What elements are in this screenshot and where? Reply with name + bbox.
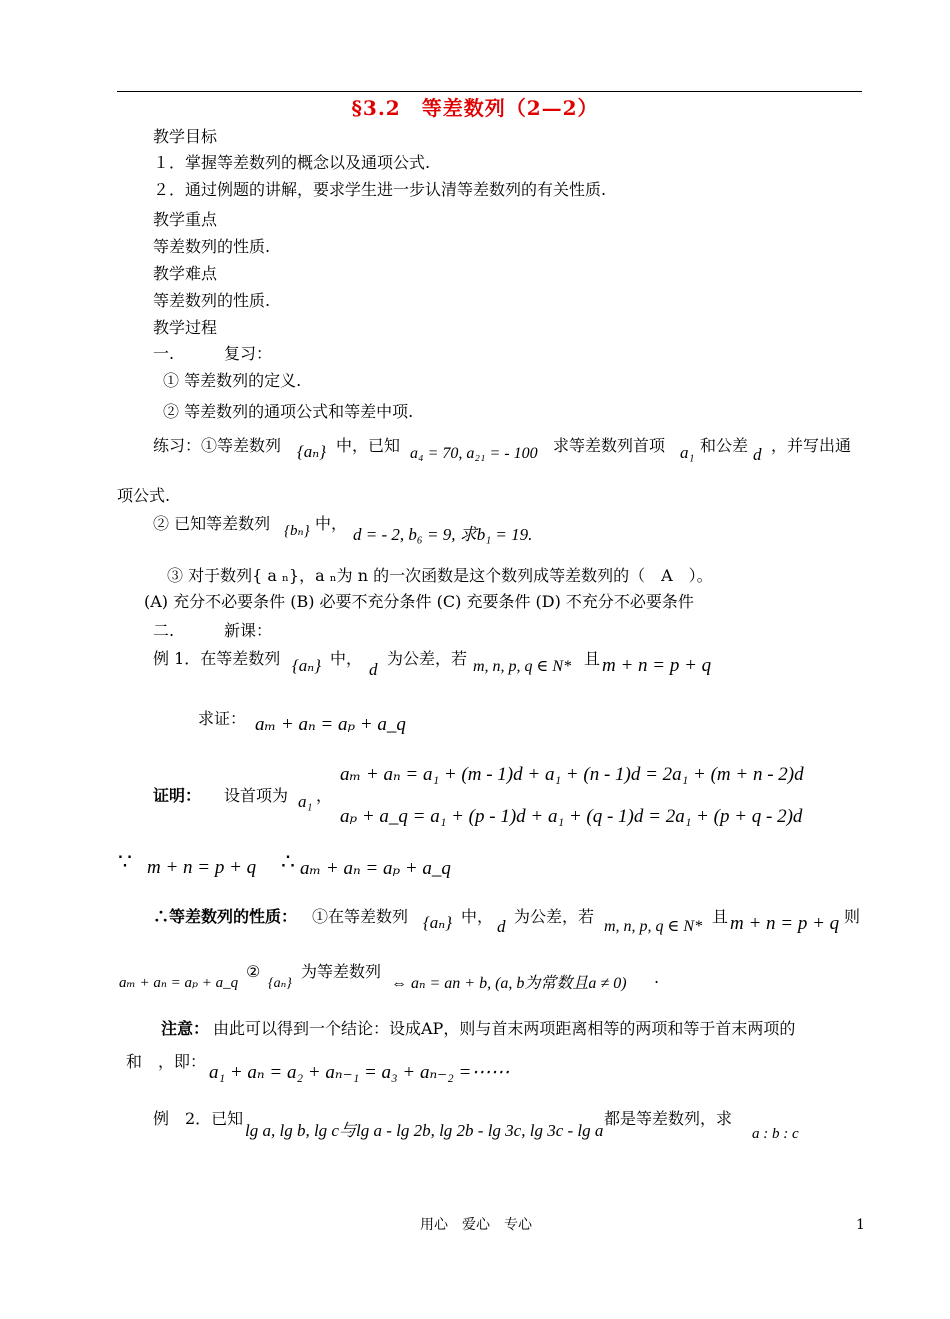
review-item-1: ① 等差数列的定义. (163, 371, 302, 390)
exercise-2-text-2: 中， (315, 514, 348, 533)
process-heading: 教学过程 (153, 318, 218, 337)
common-difference-symbol: d (753, 445, 762, 464)
exercise-text-5: ，并写出通 (771, 436, 852, 455)
property-2-equivalence: ⇔ aₙ = an + b, (a, b为常数且a ≠ 0) (391, 975, 627, 992)
sequence-a-symbol: {aₙ} (297, 442, 326, 461)
example-1-text-3: 为公差，若 (387, 649, 468, 668)
proof-first-term: a₁ (298, 792, 313, 811)
proof-equation-1: aₘ + aₙ = a₁ + (m - 1)d + a₁ + (n - 1)d = 2a₁ + (m + n - 2)d (340, 764, 804, 785)
property-text-2: 中， (461, 907, 494, 926)
goal-item-1: １．掌握等差数列的概念以及通项公式. (153, 153, 431, 172)
property-equation-2: aₘ + aₙ = aₚ + a_q (119, 975, 239, 991)
page-number: 1 (856, 1217, 865, 1233)
example-2-equation: lg a, lg b, lg c与lg a - lg 2b, lg 2b - lg 3c, lg 3c - lg a (245, 1121, 604, 1140)
exercise-text-3: 求等差数列首项 (553, 436, 666, 455)
review-label: 复习： (224, 344, 273, 363)
difficult-text: 等差数列的性质. (153, 291, 271, 310)
property-condition: m, n, p, q ∈ N* (604, 918, 703, 935)
review-number: 一. (153, 344, 175, 363)
property-2-number: ② (246, 962, 261, 981)
example-2-ratio: a : b : c (752, 1126, 799, 1142)
goal-heading: 教学目标 (153, 127, 218, 146)
exercise-3-text: ③ 对于数列{ a ₙ}，a ₙ为 n 的一次函数是这个数列成等差数列的（ A ）。 (167, 566, 713, 585)
property-sequence: {aₙ} (423, 913, 452, 932)
because-equation: m + n = p + q (147, 857, 257, 878)
exercise-3-options: (A) 充分不必要条件 (B) 必要不充分条件 (C) 充要条件 (D) 不充分不必要条件 (144, 592, 694, 611)
property-text-3: 为公差，若 (514, 907, 595, 926)
example-1-d: d (369, 660, 378, 679)
exercise-text-4: 和公差 (700, 436, 749, 455)
newlesson-number: 二. (153, 621, 175, 640)
property-2-sequence: {aₙ} (268, 976, 292, 991)
property-d: d (497, 917, 506, 936)
exercise-condition: a₄ = 70, a₂₁ = - 100 (410, 445, 538, 462)
therefore-symbol: ∴ (281, 850, 295, 875)
proof-comma: ， (316, 786, 333, 805)
proof-label: 证明： (153, 786, 202, 805)
newlesson-label: 新课： (224, 621, 273, 640)
goal-item-2: ２．通过例题的讲解，要求学生进一步认清等差数列的有关性质. (153, 180, 607, 199)
exercise-text-6: 项公式. (117, 486, 171, 505)
example-1-text-2: 中， (330, 649, 363, 668)
sequence-b-symbol: {bₙ} (284, 523, 310, 539)
property-2-text: 为等差数列 (301, 962, 382, 981)
example-1-equation: m + n = p + q (602, 655, 712, 676)
proof-text: 设首项为 (224, 786, 289, 805)
property-label: ∴等差数列的性质： (153, 907, 298, 926)
first-term-symbol: a₁ (680, 443, 695, 462)
review-item-2: ② 等差数列的通项公式和等差中项. (163, 402, 414, 421)
note-equation: a₁ + aₙ = a₂ + aₙ₋₁ = a₃ + aₙ₋₂ =⋯⋯ (209, 1062, 510, 1083)
note-text-2: 和 ，即： (126, 1052, 207, 1071)
example-2-text: 例 2．已知 (153, 1109, 244, 1128)
prove-equation: aₘ + aₙ = aₚ + a_q (255, 714, 406, 735)
example-1-sequence: {aₙ} (292, 656, 321, 675)
example-1-text: 例 1．在等差数列 (153, 649, 281, 668)
key-text: 等差数列的性质. (153, 237, 271, 256)
example-1-text-4: 且 (584, 649, 601, 668)
example-1-condition: m, n, p, q ∈ N* (473, 658, 572, 675)
exercise-2-condition: d = - 2, b₆ = 9, 求b₁ = 19. (353, 525, 533, 544)
exercise-text-2: 中，已知 (336, 436, 401, 455)
difficult-heading: 教学难点 (153, 264, 218, 283)
note-text: 由此可以得到一个结论：设成AP，则与首末两项距离相等的两项和等于首末两项的 (213, 1019, 796, 1038)
therefore-equation: aₘ + aₙ = aₚ + a_q (300, 858, 451, 879)
header-rule (117, 91, 862, 92)
property-equation: m + n = p + q (730, 913, 840, 934)
because-symbol: ∵ (118, 850, 132, 875)
page-title: §3.2 等差数列（2—2） (351, 96, 599, 120)
property-text-4: 且 (712, 907, 729, 926)
property-text-1: ①在等差数列 (312, 907, 409, 926)
key-heading: 教学重点 (153, 210, 218, 229)
note-label: 注意： (161, 1019, 210, 1038)
proof-equation-2: aₚ + a_q = a₁ + (p - 1)d + a₁ + (q - 1)d = 2a₁ + (p + q - 2)d (340, 806, 803, 827)
example-2-text-2: 都是等差数列，求 (604, 1109, 733, 1128)
exercise-text-1: 练习：①等差数列 (153, 436, 282, 455)
footer-motto: 用心 爱心 专心 (420, 1217, 532, 1233)
prove-label: 求证： (198, 709, 247, 728)
property-2-dot: . (654, 968, 660, 987)
property-text-5: 则 (844, 907, 861, 926)
exercise-2-text: ② 已知等差数列 (153, 514, 271, 533)
